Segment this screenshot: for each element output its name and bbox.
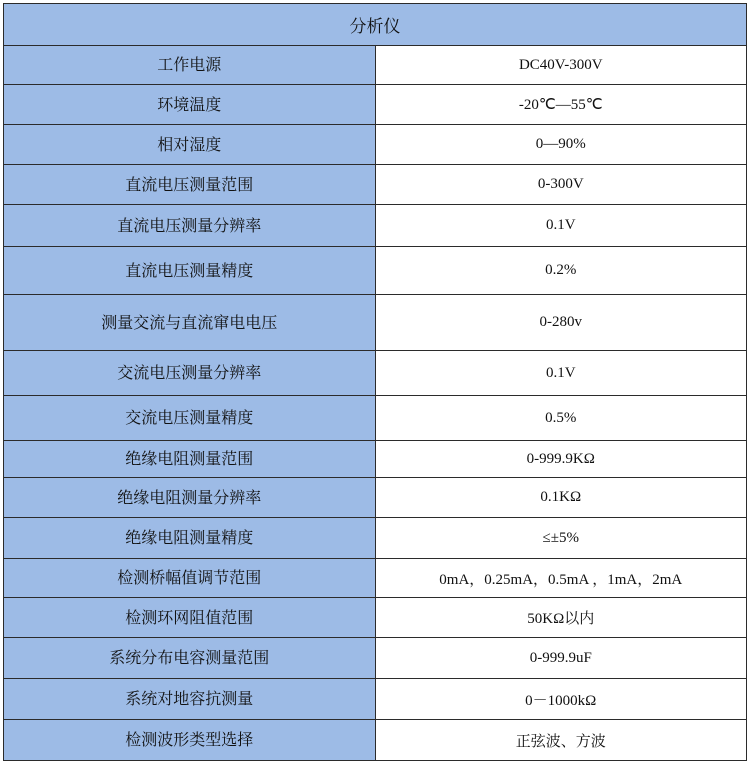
row-value: 0—90% xyxy=(375,125,747,165)
row-value: 0-999.9KΩ xyxy=(375,441,747,478)
table-title: 分析仪 xyxy=(4,4,747,46)
row-value: 0.5% xyxy=(375,396,747,441)
table-row xyxy=(4,518,747,559)
row-label: 系统分布电容测量范围 xyxy=(4,638,376,679)
row-label: 相对湿度 xyxy=(4,125,376,165)
row-value: DC40V-300V xyxy=(375,46,747,85)
row-label: 交流电压测量分辨率 xyxy=(4,351,376,396)
row-label: 系统对地容抗测量 xyxy=(4,679,376,720)
table-row xyxy=(4,165,747,205)
table-header-row xyxy=(4,4,747,46)
row-value: 0-280v xyxy=(375,295,747,351)
row-value: ≤±5% xyxy=(375,518,747,559)
row-label: 检测波形类型选择 xyxy=(4,720,376,761)
row-label: 检测桥幅值调节范围 xyxy=(4,559,376,598)
table-row xyxy=(4,720,747,761)
table-row xyxy=(4,559,747,598)
row-label: 绝缘电阻测量分辨率 xyxy=(4,478,376,518)
table-row xyxy=(4,679,747,720)
row-label: 绝缘电阻测量范围 xyxy=(4,441,376,478)
table-row xyxy=(4,295,747,351)
row-value: 0.1V xyxy=(375,205,747,247)
table-row xyxy=(4,396,747,441)
row-label: 绝缘电阻测量精度 xyxy=(4,518,376,559)
row-label: 测量交流与直流窜电电压 xyxy=(4,295,376,351)
row-label: 直流电压测量分辨率 xyxy=(4,205,376,247)
row-value: 0.1V xyxy=(375,351,747,396)
row-value: 正弦波、方波 xyxy=(375,720,747,761)
table-row xyxy=(4,247,747,295)
table-row xyxy=(4,478,747,518)
table-row xyxy=(4,85,747,125)
table-row xyxy=(4,46,747,85)
table-row xyxy=(4,351,747,396)
row-label: 直流电压测量范围 xyxy=(4,165,376,205)
row-label: 工作电源 xyxy=(4,46,376,85)
table-row xyxy=(4,638,747,679)
row-value: -20℃—55℃ xyxy=(375,85,747,125)
row-value: 50KΩ以内 xyxy=(375,598,747,638)
row-label: 检测环网阻值范围 xyxy=(4,598,376,638)
row-label: 环境温度 xyxy=(4,85,376,125)
row-value: 0.2% xyxy=(375,247,747,295)
row-value: 0.1KΩ xyxy=(375,478,747,518)
table-row xyxy=(4,125,747,165)
row-label: 交流电压测量精度 xyxy=(4,396,376,441)
row-value: 0－1000kΩ xyxy=(375,679,747,720)
table-row xyxy=(4,205,747,247)
row-value: 0-300V xyxy=(375,165,747,205)
table-row xyxy=(4,441,747,478)
row-value: 0-999.9uF xyxy=(375,638,747,679)
table-row xyxy=(4,598,747,638)
row-value: 0mA，0.25mA，0.5mA ，1mA，2mA xyxy=(375,559,747,598)
row-label: 直流电压测量精度 xyxy=(4,247,376,295)
spec-table xyxy=(3,3,747,761)
